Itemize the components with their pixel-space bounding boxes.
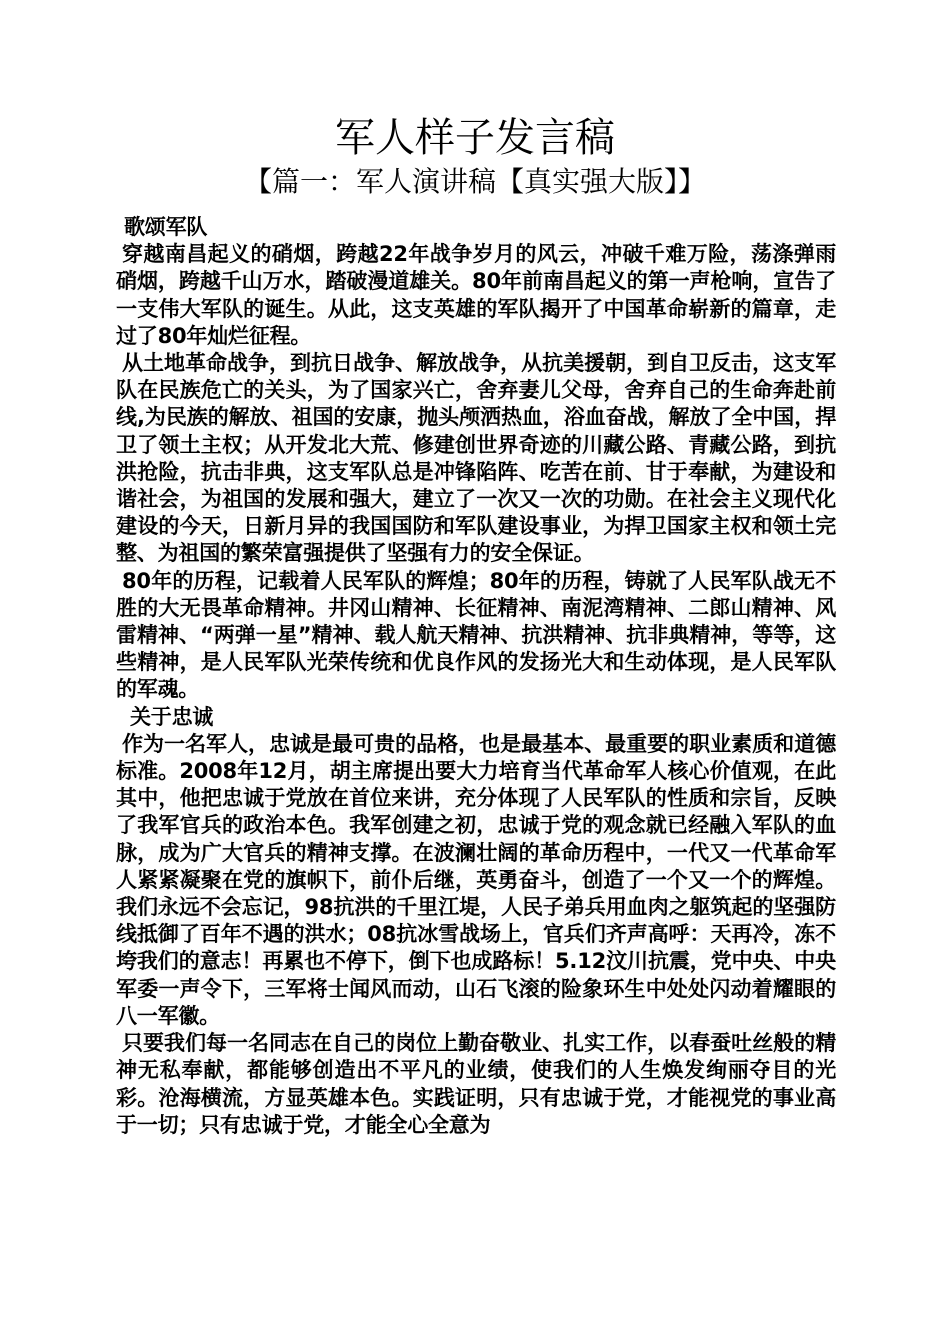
document-body bbox=[116, 214, 836, 1139]
document-subtitle: 【篇一：军人演讲稿【真实强大版】】 bbox=[243, 165, 706, 198]
section-heading-praise-army: 歌颂军队 bbox=[124, 215, 208, 239]
paragraph: 只要我们每一名同志在自己的岗位上勤奋敬业、扎实工作，以春蚕吐丝般的精神无私奉献，都能够创造出不平凡的业绩，使我们的人生焕发绚丽夺目的光彩。沧海横流，方显英雄本色。实践证明，只有忠诚于党，才能视党的事业高于一切；只有忠诚于党，才能全心全意为 bbox=[116, 1031, 836, 1137]
paragraph: 作为一名军人，忠诚是最可贵的品格，也是最基本、最重要的职业素质和道德标准。2008年12月，胡主席提出要大力培育当代革命军人核心价值观，在此其中，他把忠诚于党放在首位来讲，充分体现了人民军队的性质和宗旨，反映了我军官兵的政治本色。我军创建之初，忠诚于党的观念就已经融入军队的血脉，成为广大官兵的精神支撑。在波澜壮阔的革命历程中，一代又一代革命军人紧紧凝聚在党的旗帜下，前仆后继，英勇奋斗，创造了一个又一个的辉煌。我们永远不会忘记，98抗洪的千里江堤，人民子弟兵用血肉之躯筑起的坚强防线抵御了百年不遇的洪水；08抗冰雪战场上，官兵们齐声高呼：天再冷，冻不垮我们的意志！再累也不停下，倒下也成路标！5.12汶川抗震，党中央、中央军委一声令下，三军将士闻风而动，山石飞滚的险象环生中处处闪动着耀眼的八一军徽。 bbox=[116, 731, 836, 1028]
document-title: 军人样子发言稿 bbox=[335, 115, 615, 161]
paragraph: 80年的历程，记载着人民军队的辉煌；80年的历程，铸就了人民军队战无不胜的大无畏革命精神。井冈山精神、长征精神、南泥湾精神、二郎山精神、风雷精神、“两弹一星”精神、载人航天精神、抗洪精神、抗非典精神，等等，这些精神，是人民军队光荣传统和优良作风的发扬光大和生动体现，是人民军队的军魂。 bbox=[116, 568, 836, 702]
section-heading-loyalty: 关于忠诚 bbox=[130, 704, 214, 729]
paragraph: 从土地革命战争，到抗日战争、解放战争，从抗美援朝，到自卫反击，这支军队在民族危亡的关头，为了国家兴亡，舍弃妻儿父母，舍弃自己的生命奔赴前线,为民族的解放、祖国的安康，抛头颅洒热血，浴血奋战，解放了全中国，捍卫了领土主权；从开发北大荒、修建创世界奇迹的川藏公路、青藏公路，到抗洪抢险，抗击非典，这支军队总是冲锋陷阵、吃苦在前、甘于奉献，为建设和谐社会，为祖国的发展和强大，建立了一次又一次的功勋。在社会主义现代化建设的今天，日新月异的我国国防和军队建设事业，为捍卫国家主权和领土完整、为祖国的繁荣富强提供了坚强有力的安全保证。 bbox=[116, 351, 836, 566]
paragraph: 穿越南昌起义的硝烟，跨越22年战争岁月的风云，冲破千难万险，荡涤弹雨硝烟，跨越千山万水，踏破漫道雄关。80年前南昌起义的第一声枪响，宣告了一支伟大军队的诞生。从此，这支英雄的军队揭开了中国革命崭新的篇章，走过了80年灿烂征程。 bbox=[116, 242, 836, 348]
